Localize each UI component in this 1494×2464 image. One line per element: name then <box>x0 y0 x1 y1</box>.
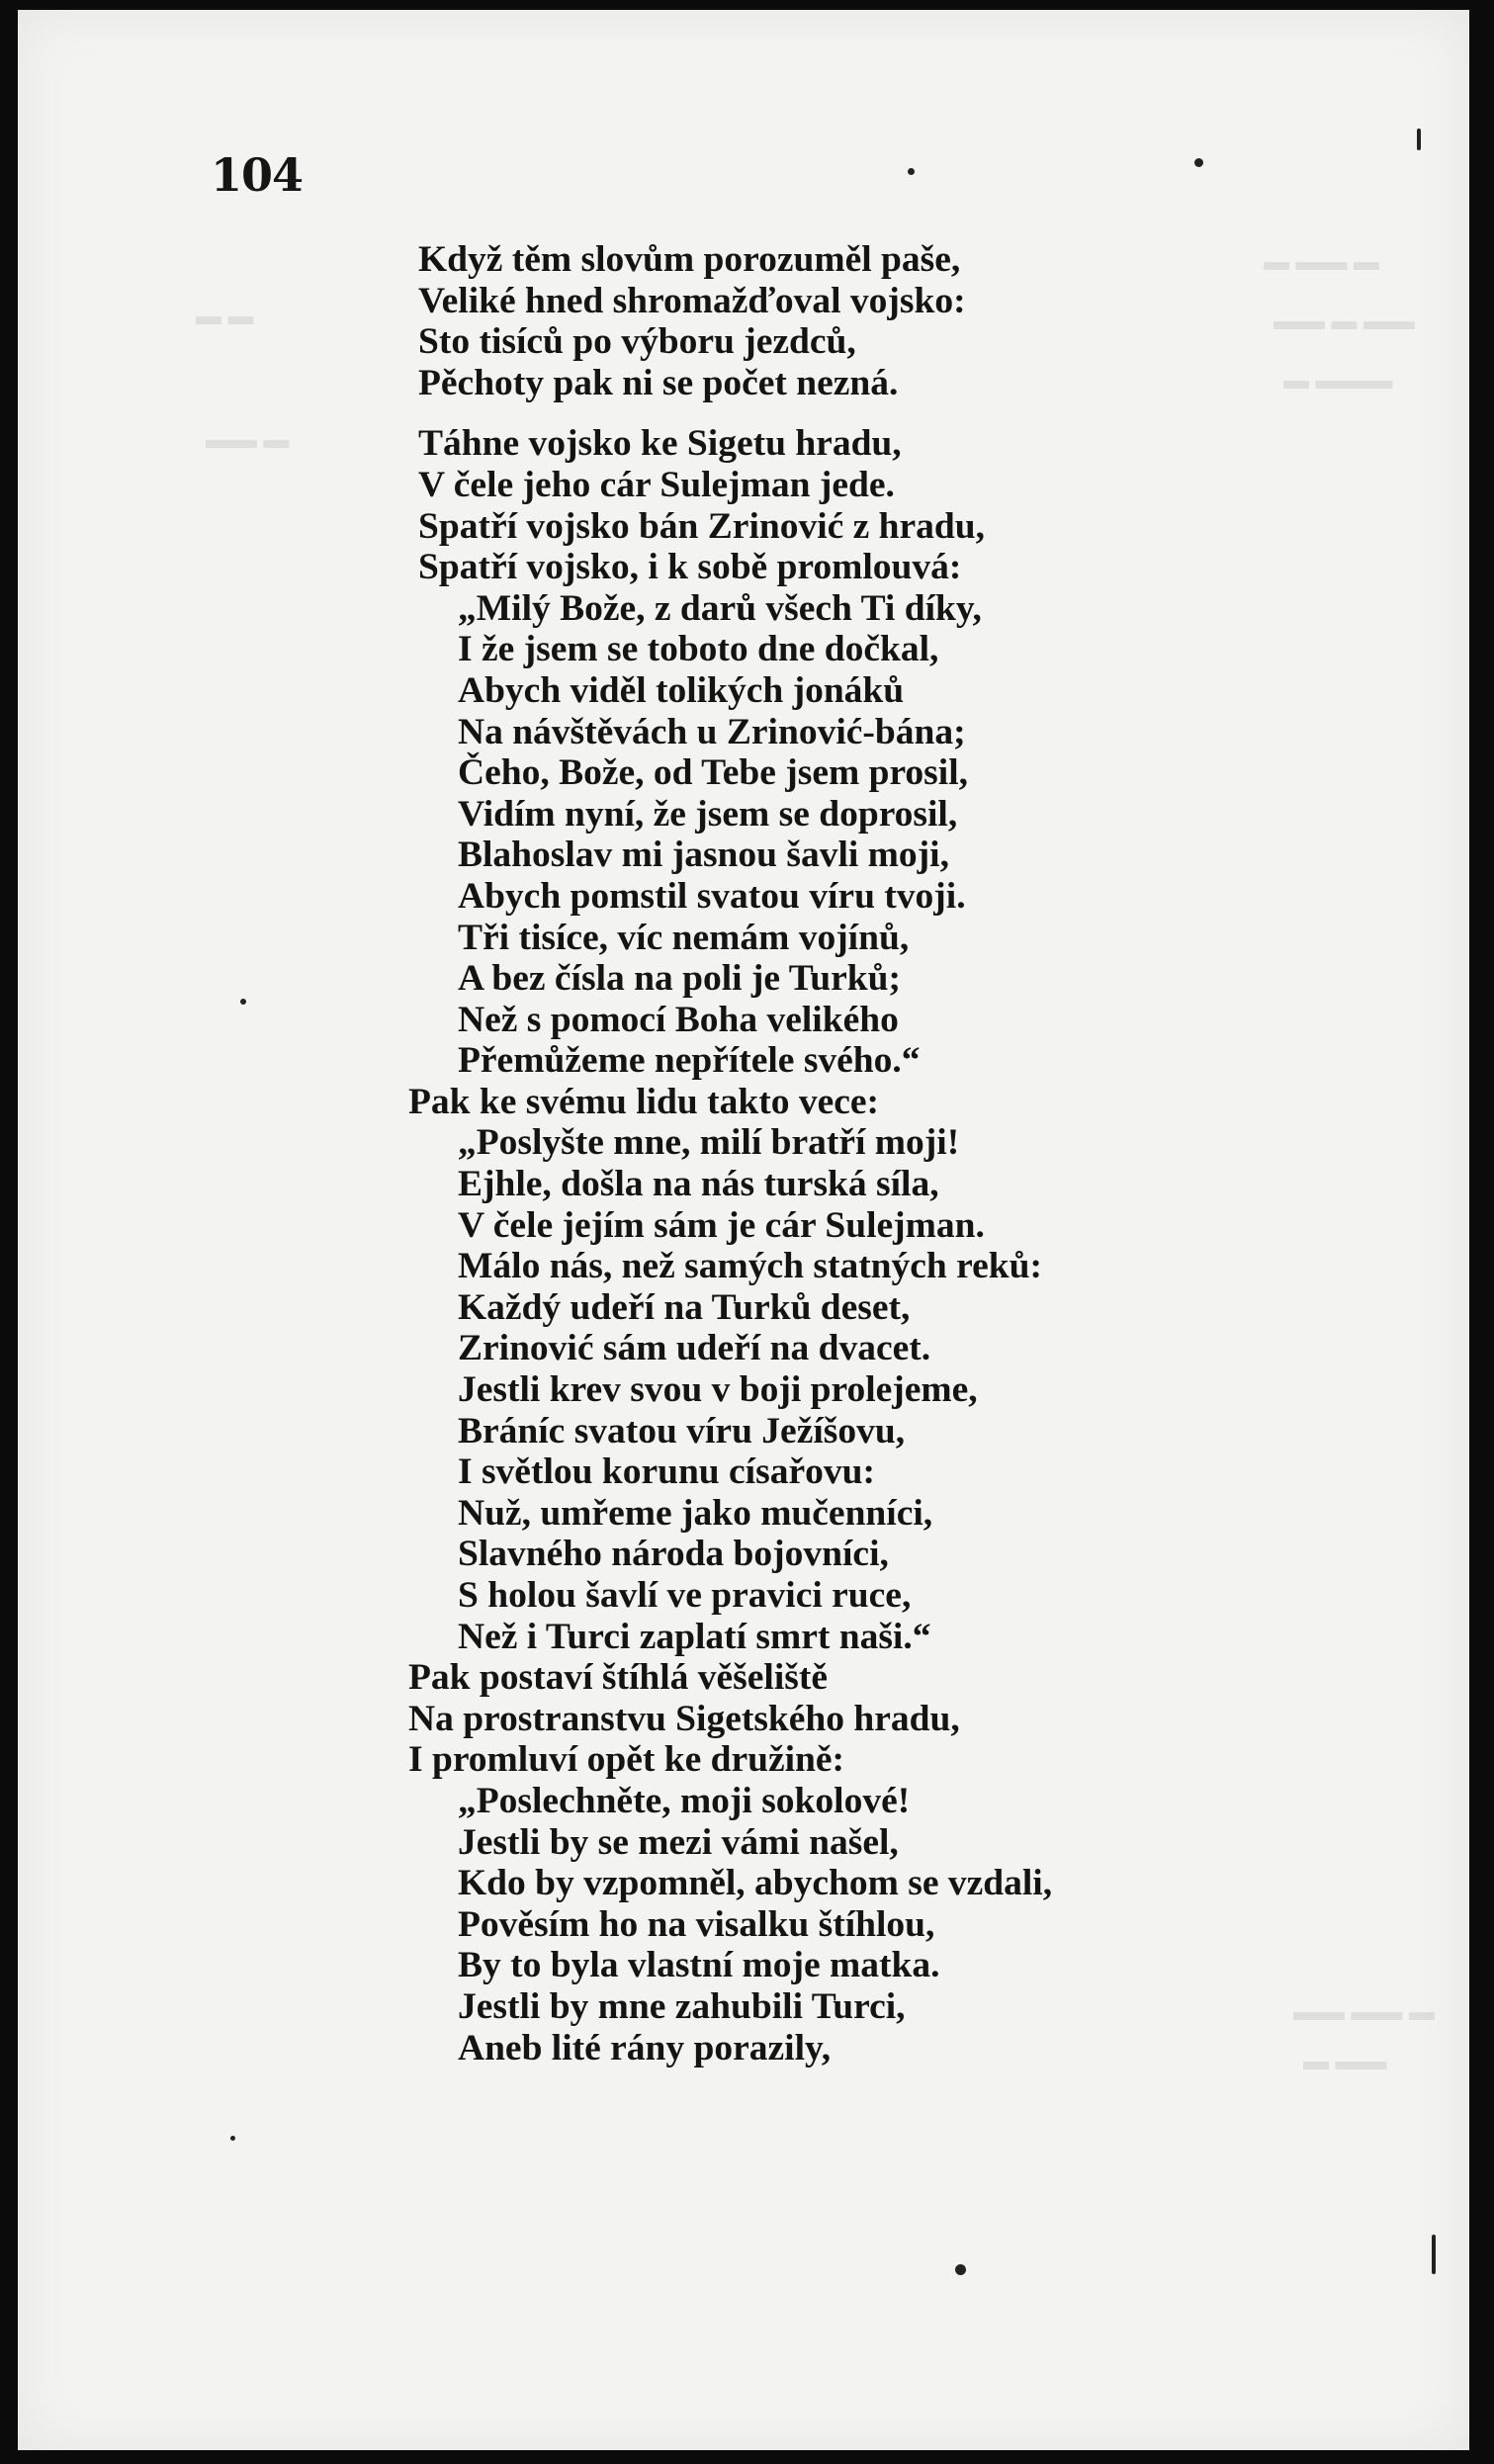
book-page <box>18 10 1469 2450</box>
poem-line: Spatří vojsko bán Zrinović z hradu, <box>418 505 986 547</box>
show-through-right-2: ▬▬ ▬ ▬▬ <box>1274 307 1415 335</box>
poem-line: Jestli krev svou v boji prolejeme, <box>458 1369 978 1411</box>
poem-line: Pak ke svému lidu takto vece: <box>408 1081 880 1122</box>
poem-line: Nuž, umřeme jako mučenníci, <box>458 1492 933 1534</box>
speck <box>1432 2235 1436 2274</box>
poem-line: Veliké hned shromažďoval vojsko: <box>418 280 966 321</box>
poem-line: I že jsem se toboto dne dočkal, <box>458 629 939 670</box>
poem-line: Kdo by vzpomněl, abychom se vzdali, <box>458 1863 1053 1904</box>
speck <box>955 2264 966 2275</box>
poem-line: Sto tisíců po výboru jezdců, <box>418 321 856 363</box>
poem-line: „Poslyšte mne, milí bratří moji! <box>458 1122 960 1164</box>
poem-line: Čeho, Bože, od Tebe jsem prosil, <box>458 752 968 794</box>
show-through-right-3: ▬ ▬▬▬ <box>1283 366 1393 395</box>
speck <box>230 2136 235 2141</box>
show-through-left-2: ▬▬ ▬ <box>206 425 290 454</box>
poem-line: Než s pomocí Boha velikého <box>458 999 899 1040</box>
poem-line: Když těm slovům porozuměl paše, <box>418 239 961 280</box>
poem-line: Tři tisíce, víc nemám vojínů, <box>458 917 910 958</box>
poem-text <box>408 239 1397 2068</box>
poem-line: Bráníc svatou víru Ježíšovu, <box>458 1410 906 1452</box>
speck <box>1194 158 1203 167</box>
poem-line: Pověsím ho na visalku štíhlou, <box>458 1903 935 1945</box>
poem-line: Jestli by mne zahubili Turci, <box>458 1985 906 2027</box>
poem-line: Pěchoty pak ni se počet nezná. <box>418 362 899 403</box>
show-through-left-1: ▬ ▬ <box>196 302 254 330</box>
poem-line: I promluví opět ke družině: <box>408 1739 844 1781</box>
poem-line: Na návštěvách u Zrinović-bána; <box>458 711 966 752</box>
poem-line: Než i Turci zaplatí smrt naši.“ <box>458 1616 931 1657</box>
poem-line: Spatří vojsko, i k sobě promlouvá: <box>418 547 962 588</box>
page-number: 104 <box>211 148 304 202</box>
show-through-bottom-2: ▬ ▬▬ <box>1303 2047 1387 2075</box>
stanza-gap <box>408 403 1397 423</box>
poem-line: Abych viděl tolikých jonáků <box>458 669 905 711</box>
poem-line: By to byla vlastní moje matka. <box>458 1945 940 1986</box>
poem-line: Aneb lité rány porazily, <box>458 2027 832 2068</box>
poem-line: I světlou korunu císařovu: <box>458 1452 875 1493</box>
show-through-bottom-1: ▬▬ ▬▬ ▬ <box>1293 1997 1435 2026</box>
poem-line: Přemůžeme nepřítele svého.“ <box>458 1040 921 1082</box>
poem-line: Každý udeří na Turků deset, <box>458 1286 911 1328</box>
poem-line: S holou šavlí ve pravici ruce, <box>458 1575 912 1616</box>
poem-line: Jestli by se mezi vámi našel, <box>458 1821 899 1863</box>
speck <box>908 168 915 175</box>
speck <box>1417 129 1421 150</box>
poem-line: Blahoslav mi jasnou šavli moji, <box>458 835 949 876</box>
poem-line: Abych pomstil svatou víru tvoji. <box>458 875 966 917</box>
poem-line: Ejhle, došla na nás turská síla, <box>458 1164 939 1205</box>
poem-line: Málo nás, než samých statných reků: <box>458 1246 1042 1287</box>
poem-line: V čele jeho cár Sulejman jede. <box>418 464 895 505</box>
speck <box>240 999 246 1005</box>
poem-line: Táhne vojsko ke Sigetu hradu, <box>418 423 902 465</box>
poem-line: Na prostranstvu Sigetského hradu, <box>408 1698 960 1739</box>
poem-line: V čele jejím sám je cár Sulejman. <box>458 1204 985 1246</box>
poem-line: „Milý Bože, z darů všech Ti díky, <box>458 587 982 629</box>
poem-line: Zrinović sám udeří na dvacet. <box>458 1328 931 1369</box>
poem-line: A bez čísla na poli je Turků; <box>458 958 902 1000</box>
poem-line: Slavného národa bojovníci, <box>458 1534 889 1575</box>
poem-line: Pak postaví štíhlá věšeliště <box>408 1657 828 1699</box>
poem-line: „Poslechněte, moji sokolové! <box>458 1780 911 1821</box>
show-through-right-1: ▬ ▬▬ ▬ <box>1264 247 1379 276</box>
poem-line: Vidím nyní, že jsem se doprosil, <box>458 793 958 835</box>
